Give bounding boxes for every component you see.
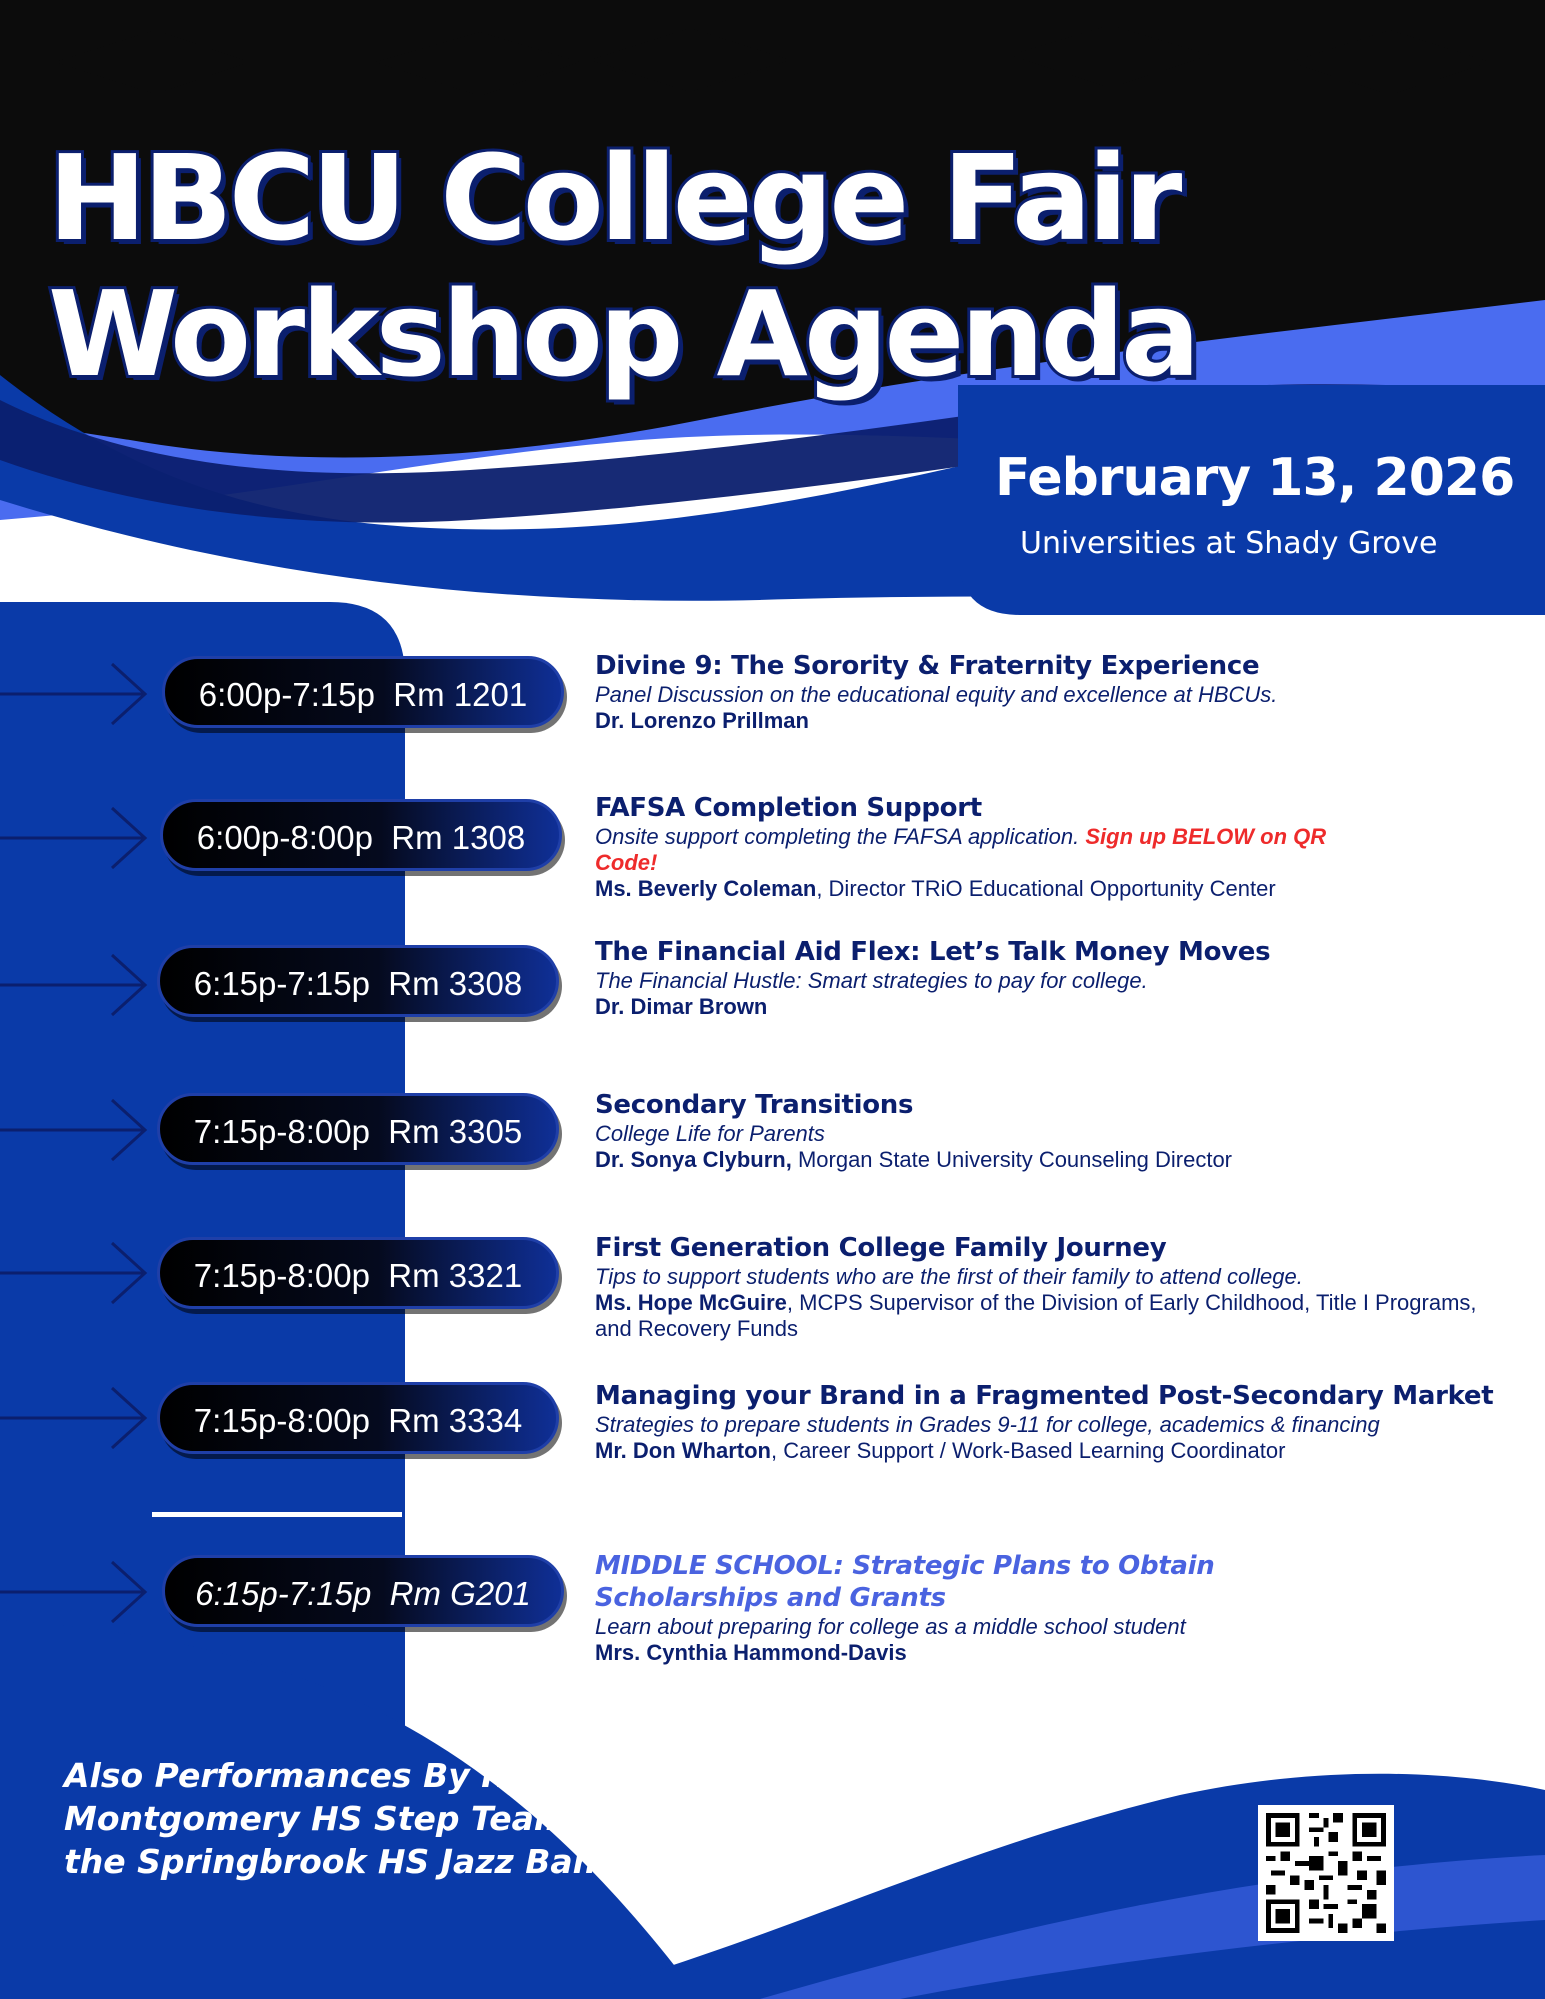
session-block — [595, 1550, 1505, 1666]
session-presenter — [595, 1290, 1505, 1342]
session-title: MIDDLE SCHOOL: Strategic Plans to Obtain Scholarships and Grants — [595, 1551, 1215, 1613]
time-pill: 7:15p-8:00p Rm 3321 — [157, 1237, 559, 1309]
session-presenter — [595, 708, 1505, 734]
presenter-role: Morgan State University Counseling Director — [791, 1147, 1233, 1172]
time-pill: 7:15p-8:00p Rm 3334 — [157, 1382, 559, 1454]
session-description: Strategies to prepare students in Grades 9-11 for college, academics & financing — [595, 1412, 1380, 1437]
presenter-name: Dr. Sonya Clyburn, — [595, 1147, 792, 1172]
presenter-name: Mrs. Cynthia Hammond-Davis — [595, 1640, 907, 1665]
session-title: Managing your Brand in a Fragmented Post-Secondary Market — [595, 1381, 1494, 1411]
session-presenter — [595, 1438, 1505, 1464]
time-pill: 6:00p-8:00p Rm 1308 — [160, 799, 562, 871]
time-pill: 6:00p-7:15p Rm 1201 — [162, 656, 564, 728]
presenter-role: , Director TRiO Educational Opportunity Center — [816, 876, 1276, 901]
session-presenter — [595, 876, 1505, 902]
description-text: Onsite support completing the FAFSA application. — [595, 824, 1080, 849]
presenter-role: , MCPS Supervisor of the Division of Early Childhood, Title I Programs, and Recovery Funds — [595, 1290, 1477, 1341]
event-venue: Universities at Shady Grove — [1020, 526, 1438, 561]
session-description: Panel Discussion on the educational equity and excellence at HBCUs. — [595, 682, 1278, 707]
time-pill: 6:15p-7:15p Rm G201 — [162, 1555, 564, 1627]
session-presenter — [595, 1640, 1505, 1666]
session-description: Learn about preparing for college as a middle school student — [595, 1614, 1186, 1639]
time-pill: 6:15p-7:15p Rm 3308 — [157, 945, 559, 1017]
session-description — [595, 824, 1375, 876]
presenter-name: Ms. Beverly Coleman — [595, 876, 817, 901]
presenter-name: Dr. Dimar Brown — [595, 994, 768, 1019]
session-block — [595, 1380, 1505, 1464]
session-block — [595, 1089, 1505, 1173]
time-pill: 7:15p-8:00p Rm 3305 — [157, 1093, 559, 1165]
performances-note: Also Performances By Richard Montgomery HS Step Team and the Springbrook HS Jazz Band — [64, 1756, 650, 1881]
page-title — [48, 130, 1196, 402]
session-title: The Financial Aid Flex: Let’s Talk Money Moves — [595, 937, 1271, 967]
session-presenter — [595, 1147, 1505, 1173]
session-title: Divine 9: The Sorority & Fraternity Experience — [595, 651, 1260, 681]
session-title: Secondary Transitions — [595, 1090, 914, 1120]
title-line-1: HBCU College Fair — [48, 129, 1179, 267]
divider-line — [152, 1512, 402, 1517]
signup-highlight: Sign up BELOW on QR Code! — [595, 824, 1327, 875]
session-description: The Financial Hustle: Smart strategies to pay for college. — [595, 968, 1148, 993]
title-line-2: Workshop Agenda — [48, 265, 1197, 403]
session-block — [595, 792, 1505, 902]
presenter-name: Dr. Lorenzo Prillman — [595, 708, 809, 733]
session-title: First Generation College Family Journey — [595, 1233, 1167, 1263]
presenter-role: , Career Support / Work-Based Learning Coordinator — [770, 1438, 1286, 1463]
session-block — [595, 650, 1505, 734]
session-title: FAFSA Completion Support — [595, 793, 982, 823]
session-description: Tips to support students who are the first of their family to attend college. — [595, 1264, 1303, 1289]
session-description: College Life for Parents — [595, 1121, 825, 1146]
session-block — [595, 936, 1505, 1020]
presenter-name: Mr. Don Wharton — [595, 1438, 771, 1463]
session-presenter — [595, 994, 1505, 1020]
qr-code-icon — [1266, 1813, 1386, 1933]
presenter-name: Ms. Hope McGuire — [595, 1290, 787, 1315]
qr-code[interactable] — [1258, 1805, 1394, 1941]
event-date: February 13, 2026 — [995, 448, 1515, 508]
session-block — [595, 1232, 1505, 1342]
